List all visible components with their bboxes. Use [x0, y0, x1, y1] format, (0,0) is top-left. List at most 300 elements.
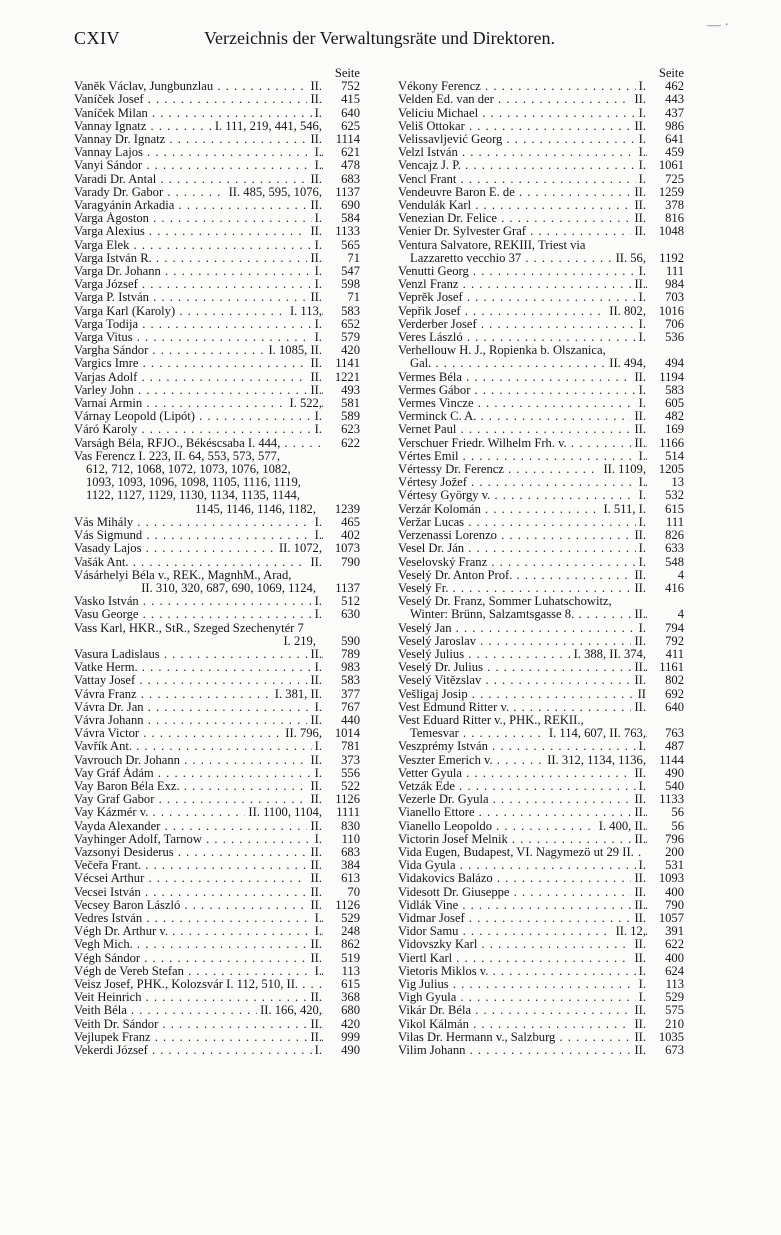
entry-page: 210: [647, 1018, 684, 1031]
index-entry: [74, 186, 360, 199]
entry-page: 377: [323, 688, 360, 701]
entry-ref: I. 400, II.: [596, 820, 646, 833]
entry-ref: I.: [636, 173, 646, 186]
index-entry: [398, 780, 684, 793]
entry-page: 540: [647, 780, 684, 793]
entry-page: 415: [323, 93, 360, 106]
entry-name: Vikol Kálmán . . .: [398, 1018, 684, 1031]
entry-name: Veselý Dr. Anton Prof. . . .: [398, 569, 684, 582]
entry-ref: I.: [312, 833, 322, 846]
stray-marks: — ·: [706, 18, 729, 33]
entry-name: Vida Gyula . . .: [398, 859, 684, 872]
index-entry: [398, 318, 684, 331]
entry-list: [398, 740, 684, 1057]
index-entry: [74, 1044, 360, 1057]
entry-name: Vannay Dr. Ignatz . . .: [74, 133, 360, 146]
index-entry: [398, 1004, 684, 1017]
entry-name: Temesvar . . .: [398, 727, 684, 740]
entry-page: 613: [323, 872, 360, 885]
entry-name: Vaněk Václav, Jungbunzlau . . .: [74, 80, 360, 93]
entry-ref: II.: [631, 701, 646, 714]
entry-name: Vetter Gyula . . .: [398, 767, 684, 780]
entry-name: Vás Mihály . . .: [74, 516, 360, 529]
index-entry: [398, 938, 684, 951]
entry-multi-vas-ferencz: [74, 450, 360, 516]
entry-page: 536: [647, 331, 684, 344]
index-entry: [398, 635, 684, 648]
entry-page: 548: [647, 556, 684, 569]
entry-name: Varga Karl (Karoly) . . .: [74, 305, 360, 318]
entry-page: 1144: [647, 754, 684, 767]
index-entry: [74, 556, 360, 569]
entry-name: Verzár Kolomán . . .: [398, 503, 684, 516]
entry-page: 529: [323, 912, 360, 925]
entry-name: Lazzaretto vecchio 37 . . .: [398, 252, 684, 265]
entry-page: 111: [647, 516, 684, 529]
entry-ref: II. 1100, 1104,: [245, 806, 322, 819]
entry-line: [74, 582, 360, 595]
index-entry: [74, 820, 360, 833]
entry-ref: II. 56,: [613, 252, 646, 265]
entry-ref: I.: [636, 265, 646, 278]
entry-name: Veisz Josef, PHK., Kolozsvár I. 112, 510, II. . . .: [74, 978, 360, 991]
entry-page: 640: [647, 701, 684, 714]
entry-page: 1133: [647, 793, 684, 806]
index-entry: [398, 1044, 684, 1057]
entry-page: 420: [323, 344, 360, 357]
entry-page: 1035: [647, 1031, 684, 1044]
index-entry: [74, 846, 360, 859]
entry-line: Vest Eduard Ritter v., PHK., REKII.,: [398, 712, 584, 727]
entry-name: Varga Vitus . . .: [74, 331, 360, 344]
index-entry: [74, 384, 360, 397]
index-entry: [74, 291, 360, 304]
entry-page: 584: [323, 212, 360, 225]
entry-page: 790: [323, 556, 360, 569]
index-entry: [74, 886, 360, 899]
entry-page: 465: [323, 516, 360, 529]
index-entry: [74, 397, 360, 410]
entry-name: Varga Elek . . .: [74, 239, 360, 252]
entry-ref: I.: [636, 978, 646, 991]
entry-page: 113: [323, 965, 360, 978]
entry-page: 583: [323, 305, 360, 318]
entry-page: 556: [323, 767, 360, 780]
index-entry: [398, 450, 684, 463]
index-entry: [398, 463, 684, 476]
entry-page: 615: [647, 503, 684, 516]
entry-page: 490: [323, 1044, 360, 1057]
index-entry: [398, 120, 684, 133]
entry-ref: I.: [312, 925, 322, 938]
entry-ref: II.: [307, 173, 322, 186]
entry-page: 652: [323, 318, 360, 331]
entry-page: 400: [647, 952, 684, 965]
entry-ref: II.: [307, 556, 322, 569]
entry-page: 792: [647, 635, 684, 648]
entry-name: Vidlák Vine . . .: [398, 899, 684, 912]
index-entry: [398, 159, 684, 172]
entry-ref: I.: [312, 740, 322, 753]
entry-ref: II.: [307, 938, 322, 951]
entry-name: Varga József . . .: [74, 278, 360, 291]
entry-ref: II.: [631, 899, 646, 912]
entry-name: Vávra Johann . . .: [74, 714, 360, 727]
entry-ref: II.: [307, 384, 322, 397]
entry-page: 512: [323, 595, 360, 608]
entry-name: Végh de Vereb Stefan . . .: [74, 965, 360, 978]
entry-line: [74, 503, 360, 516]
entry-name: Veith Dr. Sándor . . .: [74, 1018, 360, 1031]
index-entry: [398, 173, 684, 186]
entry-name: Vanyi Sándor . . .: [74, 159, 360, 172]
index-entry: [398, 397, 684, 410]
entry-ref: II.: [631, 93, 646, 106]
index-entry: [74, 371, 360, 384]
entry-ref: I.: [636, 80, 646, 93]
entry-name: Várnay Leopold (Lipót) . . .: [74, 410, 360, 423]
entry-name: Varley John . . .: [74, 384, 360, 397]
index-entry: [74, 859, 360, 872]
right-column: [398, 67, 684, 1057]
index-entry: [74, 437, 360, 450]
entry-page: 1126: [323, 899, 360, 912]
entry-page: 565: [323, 239, 360, 252]
entry-ref: II. 796,: [282, 727, 322, 740]
index-entry: [74, 938, 360, 951]
entry-page: 416: [647, 582, 684, 595]
index-entry: [74, 648, 360, 661]
index-entry: [398, 754, 684, 767]
entry-ref: I.: [312, 595, 322, 608]
index-entry: [398, 423, 684, 436]
entry-ref: I. 114, 607, II. 763,: [546, 727, 646, 740]
entry-page: 816: [647, 212, 684, 225]
entry-page: 1205: [647, 463, 684, 476]
entry-page: 781: [323, 740, 360, 753]
index-entry: [398, 899, 684, 912]
entry-ref: II.: [307, 714, 322, 727]
page-header: [74, 18, 729, 56]
entry-ref: I.: [312, 278, 322, 291]
entry-name: Vernet Paul . . .: [398, 423, 684, 436]
index-entry: [398, 371, 684, 384]
entry-page: 984: [647, 278, 684, 291]
entry-ref: II.: [631, 199, 646, 212]
entry-ref: II.: [631, 793, 646, 806]
index-entry: [74, 780, 360, 793]
index-entry: [74, 952, 360, 965]
index-entry: [74, 661, 360, 674]
entry-page: 373: [323, 754, 360, 767]
entry-page: 248: [323, 925, 360, 938]
entry-name: Varságh Béla, RFJO., Békéscsaba I. 444, . . .: [74, 437, 360, 450]
entry-page: 640: [323, 107, 360, 120]
index-entry: [74, 252, 360, 265]
index-entry: [398, 872, 684, 885]
entry-name: Venier Dr. Sylvester Graf . . .: [398, 225, 684, 238]
entry-name: Venutti Georg . . .: [398, 265, 684, 278]
index-entry: [74, 212, 360, 225]
entry-ref: I.: [312, 331, 322, 344]
index-entry: [74, 714, 360, 727]
index-entry: [74, 278, 360, 291]
entry-name: Vianello Ettore . . .: [398, 806, 684, 819]
entry-ref: I.: [636, 489, 646, 502]
entry-multi-vass-karl: [74, 622, 360, 648]
entry-ref: I.: [312, 146, 322, 159]
index-entry: [74, 793, 360, 806]
entry-ref: I.: [312, 529, 322, 542]
entry-name: Vencl Frant . . .: [398, 173, 684, 186]
entry-ref: II.: [631, 938, 646, 951]
index-entry: [398, 767, 684, 780]
entry-name: Veliš Ottokar . . .: [398, 120, 684, 133]
entry-name: Vasura Ladislaus . . .: [74, 648, 360, 661]
entry-name: Veselý Fr. . . .: [398, 582, 684, 595]
index-entry: [74, 754, 360, 767]
entry-name: Veselý Jan . . .: [398, 622, 684, 635]
entry-name: Verminck C. A. . . .: [398, 410, 684, 423]
entry-page: 494: [647, 357, 684, 370]
entry-ref: II.: [631, 225, 646, 238]
entry-line: [398, 608, 684, 621]
index-entry: [398, 833, 684, 846]
entry-ref: II.: [307, 371, 322, 384]
entry-ref: II.: [307, 1031, 322, 1044]
index-entry: [74, 1004, 360, 1017]
index-entry: [398, 305, 684, 318]
entry-list: [74, 595, 360, 621]
entry-ref: II. 1109,: [600, 463, 646, 476]
entry-ref: I.: [636, 740, 646, 753]
entry-page: 547: [323, 265, 360, 278]
index-entry: [398, 476, 684, 489]
entry-page: 1141: [323, 357, 360, 370]
index-entry: [74, 529, 360, 542]
entry-page: 1048: [647, 225, 684, 238]
entry-ref: II.: [307, 93, 322, 106]
entry-ref: II.: [307, 80, 322, 93]
index-entry: [74, 727, 360, 740]
entry-page: 1259: [647, 186, 684, 199]
entry-page: 680: [323, 1004, 360, 1017]
index-entry: [74, 107, 360, 120]
index-entry: [398, 133, 684, 146]
entry-page: 1194: [647, 371, 684, 384]
entry-page: 111: [647, 265, 684, 278]
index-entry: [398, 661, 684, 674]
entry-ref: I. 381, II.: [272, 688, 322, 701]
entry-line: [398, 252, 684, 265]
entry-ref: I.: [312, 212, 322, 225]
entry-list: [74, 80, 360, 450]
entry-ref: II. 166, 420,: [257, 1004, 322, 1017]
entry-name: Vianello Leopoldo . . .: [398, 820, 684, 833]
entry-name: Vašák Ant. . . .: [74, 556, 360, 569]
entry-page: 999: [323, 1031, 360, 1044]
entry-ref: I.: [636, 622, 646, 635]
entry-ref: II.: [307, 846, 322, 859]
index-entry: [398, 569, 684, 582]
entry-name: Veselý Dr. Julius . . .: [398, 661, 684, 674]
entry-ref: I. 111, 219, 441, 546,: [212, 120, 322, 133]
column-head: Seite: [334, 66, 360, 80]
entry-page: 624: [647, 965, 684, 978]
entry-name: Varga Dr. Johann . . .: [74, 265, 360, 278]
entry-page: 532: [647, 489, 684, 502]
entry-page: 789: [323, 648, 360, 661]
entry-ref: II.: [631, 1004, 646, 1017]
entry-name: Veprěk Josef . . .: [398, 291, 684, 304]
entry-page: 519: [323, 952, 360, 965]
entry-ref: I.: [312, 701, 322, 714]
entry-ref: I.: [636, 331, 646, 344]
entry-page: 725: [647, 173, 684, 186]
entry-ref: II.: [631, 872, 646, 885]
entry-page: 767: [323, 701, 360, 714]
entry-page: 763: [647, 727, 684, 740]
index-entry: [74, 542, 360, 555]
entry-page: 623: [323, 423, 360, 436]
entry-page: 621: [323, 146, 360, 159]
entry-name: Vekerdi József . . .: [74, 1044, 360, 1057]
index-entry: [398, 991, 684, 1004]
index-entry: [74, 516, 360, 529]
entry-name: Vannay Ignatz . . .: [74, 120, 360, 133]
entry-page: 583: [323, 674, 360, 687]
entry-ref: I.: [312, 265, 322, 278]
entry-page: 598: [323, 278, 360, 291]
entry-ref: II: [635, 688, 646, 701]
index-entry: [74, 1018, 360, 1031]
index-entry: [398, 80, 684, 93]
entry-name: Vilim Johann . . .: [398, 1044, 684, 1057]
entry-page: 1239: [323, 503, 360, 516]
entry-ref: II.: [631, 767, 646, 780]
entry-ref: I.: [636, 291, 646, 304]
entry-page: 440: [323, 714, 360, 727]
entry-name: Vecsey Baron László . . .: [74, 899, 360, 912]
index-entry: [398, 965, 684, 978]
entry-line: 612, 712, 1068, 1072, 1073, 1076, 1082,: [86, 462, 291, 477]
entry-name: Gal. . . .: [398, 357, 684, 370]
index-entry: [74, 806, 360, 819]
entry-page: 459: [647, 146, 684, 159]
entry-ref: II.: [631, 371, 646, 384]
index-entry: [398, 410, 684, 423]
entry-ref: I.: [636, 859, 646, 872]
entry-ref: I.: [636, 780, 646, 793]
entry-name: Varnai Armin . . .: [74, 397, 360, 410]
entry-page: 1126: [323, 793, 360, 806]
entry-name: Veselý Jaroslav . . .: [398, 635, 684, 648]
entry-name: Vargics Imre . . .: [74, 357, 360, 370]
index-entry: [74, 595, 360, 608]
entry-name: Vértesy György v. . . .: [398, 489, 684, 502]
entry-page: 56: [647, 820, 684, 833]
index-entry: [398, 278, 684, 291]
index-entry: [74, 344, 360, 357]
entry-name: Vayhinger Adolf, Tarnow . . .: [74, 833, 360, 846]
entry-page: 983: [323, 661, 360, 674]
entry-page: 790: [647, 899, 684, 912]
entry-ref: II.: [631, 410, 646, 423]
entry-ref: I.: [312, 767, 322, 780]
entry-ref: I.: [636, 159, 646, 172]
entry-line: Vass Karl, HKR., StR., Szeged Szechenytér 7: [74, 620, 304, 635]
entry-ref: I. 522,: [286, 397, 322, 410]
entry-name: Viertl Karl . . .: [398, 952, 684, 965]
entry-ref: I.: [636, 516, 646, 529]
entry-ref: II.: [631, 833, 646, 846]
entry-page: 579: [323, 331, 360, 344]
index-entry: [398, 793, 684, 806]
entry-page: 113: [647, 978, 684, 991]
entry-page: 487: [647, 740, 684, 753]
entry-name: Vilas Dr. Hermann v., Salzburg . . .: [398, 1031, 684, 1044]
entry-page: 200: [647, 846, 684, 859]
entry-page: 482: [647, 410, 684, 423]
entry-ref: II.: [631, 635, 646, 648]
entry-name: Vendulák Karl . . .: [398, 199, 684, 212]
entry-ref: II.: [631, 674, 646, 687]
entry-ref: I.: [636, 450, 646, 463]
entry-name: Vannay Lajos . . .: [74, 146, 360, 159]
entry-page: 56: [647, 806, 684, 819]
index-entry: [398, 1018, 684, 1031]
entry-name: Vasko István . . .: [74, 595, 360, 608]
entry-ref: I.: [636, 133, 646, 146]
index-entry: [398, 331, 684, 344]
index-entry: [74, 1031, 360, 1044]
entry-ref: I.: [636, 556, 646, 569]
entry-name: Vávra Dr. Jan . . .: [74, 701, 360, 714]
entry-name: Verschuer Friedr. Wilhelm Frh. v. . . .: [398, 437, 684, 450]
page-title: Verzeichnis der Verwaltungsräte und Direktoren.: [204, 28, 556, 48]
entry-page: 575: [647, 1004, 684, 1017]
index-entry: [398, 912, 684, 925]
entry-page: 683: [323, 173, 360, 186]
index-entry: [398, 265, 684, 278]
entry-ref: II.: [631, 912, 646, 925]
entry-name: Vidor Samu . . .: [398, 925, 684, 938]
entry-name: Vidakovics Balázo . . .: [398, 872, 684, 885]
entry-multi-vasarhelyi: [74, 569, 360, 595]
entry-page: 490: [647, 767, 684, 780]
entry-ref: I.: [312, 410, 322, 423]
index-entry: [74, 199, 360, 212]
entry-name: Vay Graf Gabor . . .: [74, 793, 360, 806]
entry-page: 411: [647, 648, 684, 661]
entry-page: 1016: [647, 305, 684, 318]
entry-name: Vietoris Miklos v. . . .: [398, 965, 684, 978]
entry-list: [398, 80, 684, 238]
entry-ref: I. 113,: [287, 305, 322, 318]
entry-ref: 1145, 1146, 1146, 1182,: [195, 502, 316, 516]
entry-ref: I. 1085, II.: [265, 344, 322, 357]
entry-line: [74, 635, 360, 648]
entry-name: Venezian Dr. Felice . . .: [398, 212, 684, 225]
entry-line: [398, 727, 684, 740]
entry-ref: I.: [312, 912, 322, 925]
entry-ref: II.: [631, 212, 646, 225]
entry-page: 1073: [323, 542, 360, 555]
entry-name: Vávra Victor . . .: [74, 727, 360, 740]
index-entry: [74, 991, 360, 1004]
entry-ref: II.: [631, 120, 646, 133]
entry-ref: II.: [631, 582, 646, 595]
